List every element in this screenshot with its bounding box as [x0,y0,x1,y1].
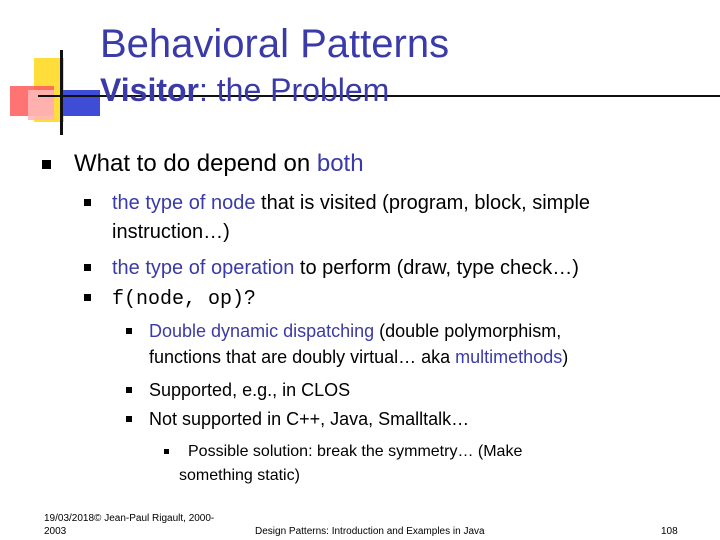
bullet-text-l2-2 [112,258,579,278]
footer-page-number: 108 [661,526,678,537]
slide-subtitle [100,74,389,106]
slide-title: Behavioral Patterns [100,22,450,66]
l3-1-cont-highlight: multimethods [455,347,563,367]
slide-logo [0,0,110,140]
bullet-l1 [42,160,51,169]
l2-1-highlight: the type of node [112,192,256,214]
footer-copyright [44,512,214,538]
l2-2-text: to perform (draw, type check…) [294,257,579,279]
footer-title: Design Patterns: Introduction and Examples in Java [255,526,485,537]
bullet-text-l3-1-cont [149,348,568,366]
bullet-l2-2 [84,264,91,271]
logo-blue-square [62,90,100,116]
bullet-text-l3-3: Not supported in C++, Java, Smalltalk… [149,409,470,429]
l2-3-code: f(node, op) [112,288,245,311]
l2-1-text: that is visited (program, block, simple [255,192,591,214]
bullet-text-l2-1-cont: instruction…) [112,221,230,243]
bullet-text-l2-3 [112,288,255,310]
bullet-l4-1 [164,449,169,454]
bullet-text-l1 [74,152,364,176]
bullet-l3-1 [126,328,132,334]
l2-2-highlight: the type of operation [112,257,295,279]
l2-3-text: ? [244,287,256,309]
l3-1-cont-text: functions that are doubly virtual… aka [149,347,456,367]
footer-copyright-line1: 19/03/2018© Jean-Paul Rigault, 2000- [44,513,215,524]
bullet-text-l3-1 [149,322,561,340]
bullet-text-l4-1-cont: something static) [179,467,300,484]
l1-highlight: both [316,150,364,177]
subtitle-rest: : the Problem [199,72,390,108]
subtitle-bold: Visitor [100,72,199,108]
logo-vertical-line [60,50,63,135]
bullet-text-l4-1: Possible solution: break the symmetry… (Make [188,443,523,460]
l3-1-text: (double polymorphism, [374,321,562,341]
bullet-l3-3 [126,416,132,422]
footer-copyright-line2: 2003 [44,526,67,537]
bullet-text-l2-1 [112,193,590,213]
l1-text: What to do depend on [74,150,317,177]
bullet-l2-3 [84,294,91,301]
l3-1-cont-end: ) [562,347,569,367]
bullet-l3-2 [126,387,132,393]
bullet-text-l3-2: Supported, e.g., in CLOS [149,380,351,400]
l3-1-highlight: Double dynamic dispatching [149,321,375,341]
bullet-l2-1 [84,199,91,206]
